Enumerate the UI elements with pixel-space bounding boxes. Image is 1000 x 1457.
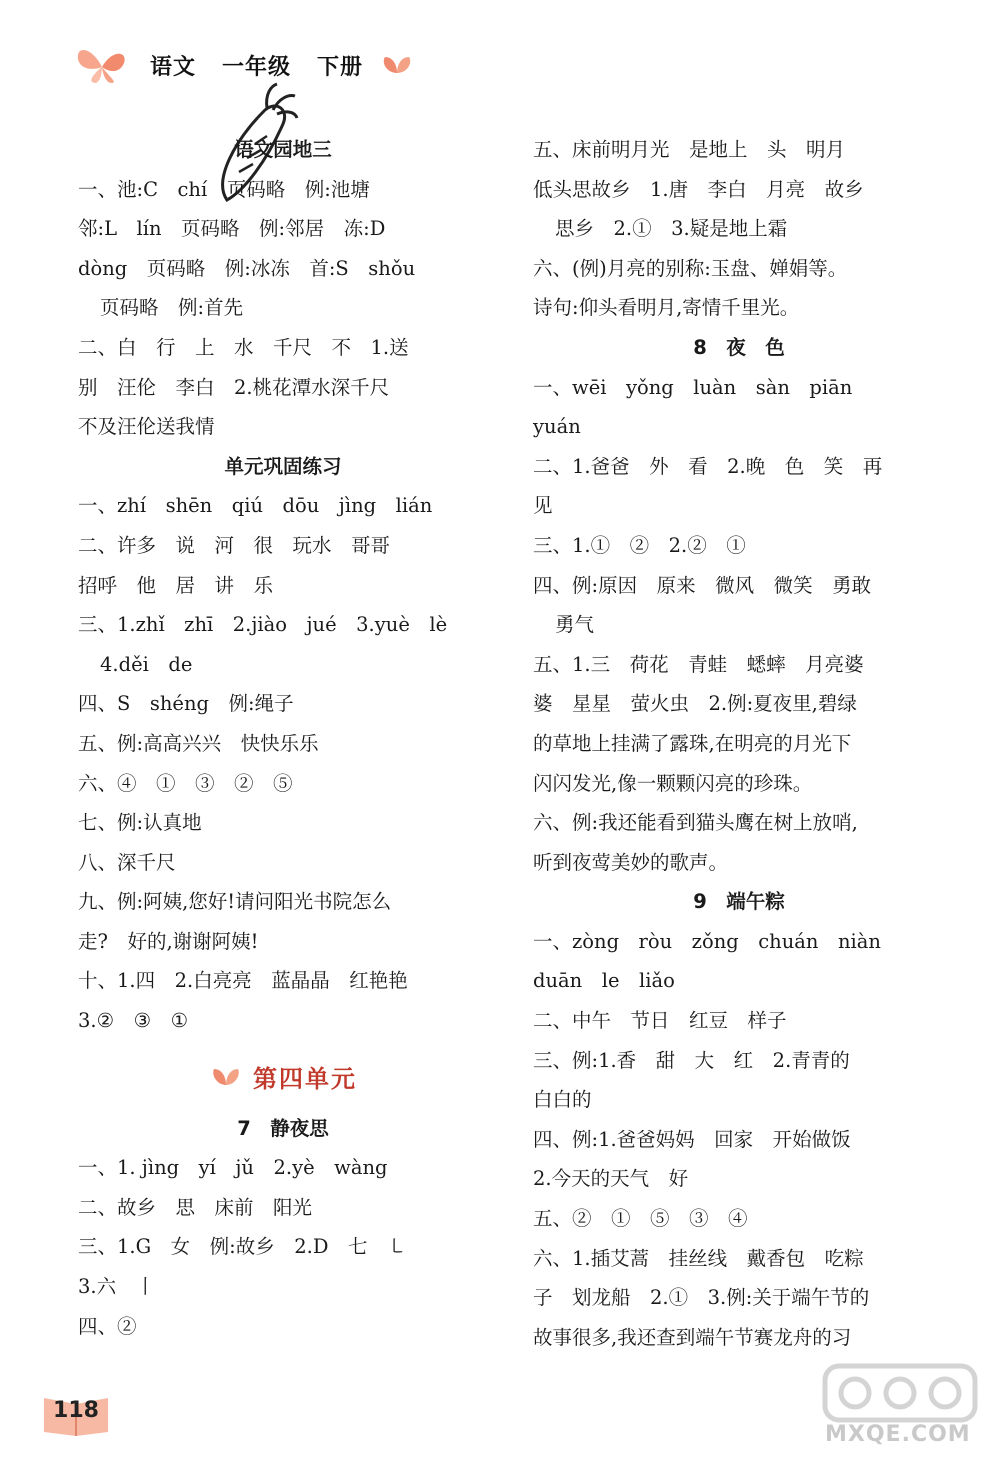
answer-line: 子 划龙船 2.① 3.例:关于端午节的 bbox=[533, 1286, 870, 1310]
grade-label: 一年级 bbox=[222, 54, 292, 80]
right-column bbox=[533, 130, 945, 1357]
answer-line: 二、许多 说 河 很 玩水 哥哥 bbox=[78, 533, 391, 557]
answer-line: 五、1.三 荷花 青蛙 蟋蟀 月亮婆 bbox=[533, 652, 864, 676]
unit-heading bbox=[78, 1049, 488, 1105]
answer-line: 五、② ① ⑤ ③ ④ bbox=[533, 1207, 748, 1231]
answer-line: 故事很多,我还查到端午节赛龙舟的习 bbox=[533, 1325, 852, 1349]
answer-line: 九、例:阿姨,您好!请问阳光书院怎么 bbox=[78, 890, 392, 914]
answer-line: 邻:L lín 页码略 例:邻居 冻:D bbox=[78, 217, 386, 241]
answer-line: 别 汪伦 李白 2.桃花潭水深千尺 bbox=[78, 375, 390, 399]
answer-line: 一、wēi yǒng luàn sàn piān bbox=[533, 375, 853, 399]
section-title: 7 静夜思 bbox=[237, 1116, 329, 1140]
answer-line: 二、中午 节日 红豆 样子 bbox=[533, 1009, 787, 1033]
page-number-badge bbox=[40, 1392, 112, 1438]
answer-line: 3.② ③ ① bbox=[78, 1009, 189, 1033]
answer-line: 低头思故乡 1.唐 李白 月亮 故乡 bbox=[533, 177, 864, 201]
leaf-icon bbox=[209, 1065, 243, 1089]
answer-line: 见 bbox=[533, 494, 553, 518]
section-title: 单元巩固练习 bbox=[224, 454, 342, 478]
answer-line: 闪闪发光,像一颗颗闪亮的珍珠。 bbox=[533, 771, 813, 795]
page-number: 118 bbox=[53, 1398, 99, 1423]
watermark-text: MXQE.COM bbox=[825, 1422, 971, 1447]
leaf-icon bbox=[379, 53, 415, 77]
answer-line: 四、② bbox=[78, 1314, 137, 1338]
answer-line: 二、白 行 上 水 千尺 不 1.送 bbox=[78, 335, 409, 359]
answer-line: 走? 好的,谢谢阿姨! bbox=[78, 929, 259, 953]
answer-line: 一、1. jìng yí jǔ 2.yè wàng bbox=[78, 1156, 388, 1180]
answer-line: 六、(例)月亮的别称:玉盘、婵娟等。 bbox=[533, 256, 848, 280]
answer-line: 一、zòng ròu zǒng chuán niàn bbox=[533, 929, 881, 953]
answer-line: 2.今天的天气 好 bbox=[533, 1167, 689, 1191]
subject-label: 语文 bbox=[150, 54, 197, 80]
answer-line: 三、1.G 女 例:故乡 2.D 七 ㇄ bbox=[78, 1235, 407, 1259]
answer-line: 六、例:我还能看到猫头鹰在树上放哨, bbox=[533, 811, 858, 835]
answer-line: 3.六 丨 bbox=[78, 1275, 156, 1299]
answer-line: 二、1.爸爸 外 看 2.晚 色 笑 再 bbox=[533, 454, 883, 478]
section-title: 8 夜 色 bbox=[693, 335, 785, 359]
answer-line: 4.děi de bbox=[100, 652, 193, 676]
answer-line: 二、故乡 思 床前 阳光 bbox=[78, 1195, 313, 1219]
answer-line: 四、例:1.爸爸妈妈 回家 开始做饭 bbox=[533, 1127, 851, 1151]
answer-line: 婆 星星 萤火虫 2.例:夏夜里,碧绿 bbox=[533, 692, 857, 716]
answer-line: 六、④ ① ③ ② ⑤ bbox=[78, 771, 293, 795]
answer-line: duān le liǎo bbox=[533, 969, 675, 993]
answer-line: 一、池:C chí 页码略 例:池塘 bbox=[78, 177, 370, 201]
answer-line: 三、1.zhǐ zhī 2.jiào jué 3.yuè lè bbox=[78, 613, 448, 637]
answer-line: 五、例:高高兴兴 快快乐乐 bbox=[78, 731, 319, 755]
answer-line: 十、1.四 2.白亮亮 蓝晶晶 红艳艳 bbox=[78, 969, 408, 993]
section-title: 语文园地三 bbox=[234, 138, 332, 161]
left-column bbox=[78, 130, 488, 1346]
volume-label: 下册 bbox=[317, 54, 364, 80]
answer-line: 四、S shéng 例:绳子 bbox=[78, 692, 294, 716]
section-title: 9 端午粽 bbox=[693, 890, 785, 914]
answer-line: 勇气 bbox=[555, 613, 595, 637]
answer-line: 四、例:原因 原来 微风 微笑 勇敢 bbox=[533, 573, 872, 597]
answer-line: 六、1.插艾蒿 挂丝线 戴香包 吃粽 bbox=[533, 1246, 864, 1270]
answer-line: 的草地上挂满了露珠,在明亮的月光下 bbox=[533, 731, 852, 755]
answer-line: 八、深千尺 bbox=[78, 850, 176, 874]
answer-line: 三、例:1.香 甜 大 红 2.青青的 bbox=[533, 1048, 850, 1072]
answer-line: 思乡 2.① 3.疑是地上霜 bbox=[555, 217, 788, 241]
answer-line: dòng 页码略 例:冰冻 首:S shǒu bbox=[78, 256, 416, 280]
answer-line: 白白的 bbox=[533, 1088, 592, 1112]
answer-line: 诗句:仰头看明月,寄情千里光。 bbox=[533, 296, 800, 320]
answer-line: 招呼 他 居 讲 乐 bbox=[78, 573, 274, 597]
unit-heading-text: 第四单元 bbox=[253, 1065, 357, 1094]
answer-line: 五、床前明月光 是地上 头 明月 bbox=[533, 138, 846, 161]
answer-line: 听到夜莺美妙的歌声。 bbox=[533, 850, 729, 874]
answer-line: 七、例:认真地 bbox=[78, 811, 202, 835]
answer-line: yuán bbox=[533, 415, 581, 439]
butterfly-icon bbox=[72, 43, 132, 87]
answer-line: 三、1.① ② 2.② ① bbox=[533, 533, 746, 557]
answer-line: 页码略 例:首先 bbox=[100, 296, 244, 320]
answer-line: 一、zhí shēn qiú dōu jìng lián bbox=[78, 494, 433, 518]
answer-line: 不及汪伦送我情 bbox=[78, 415, 215, 439]
